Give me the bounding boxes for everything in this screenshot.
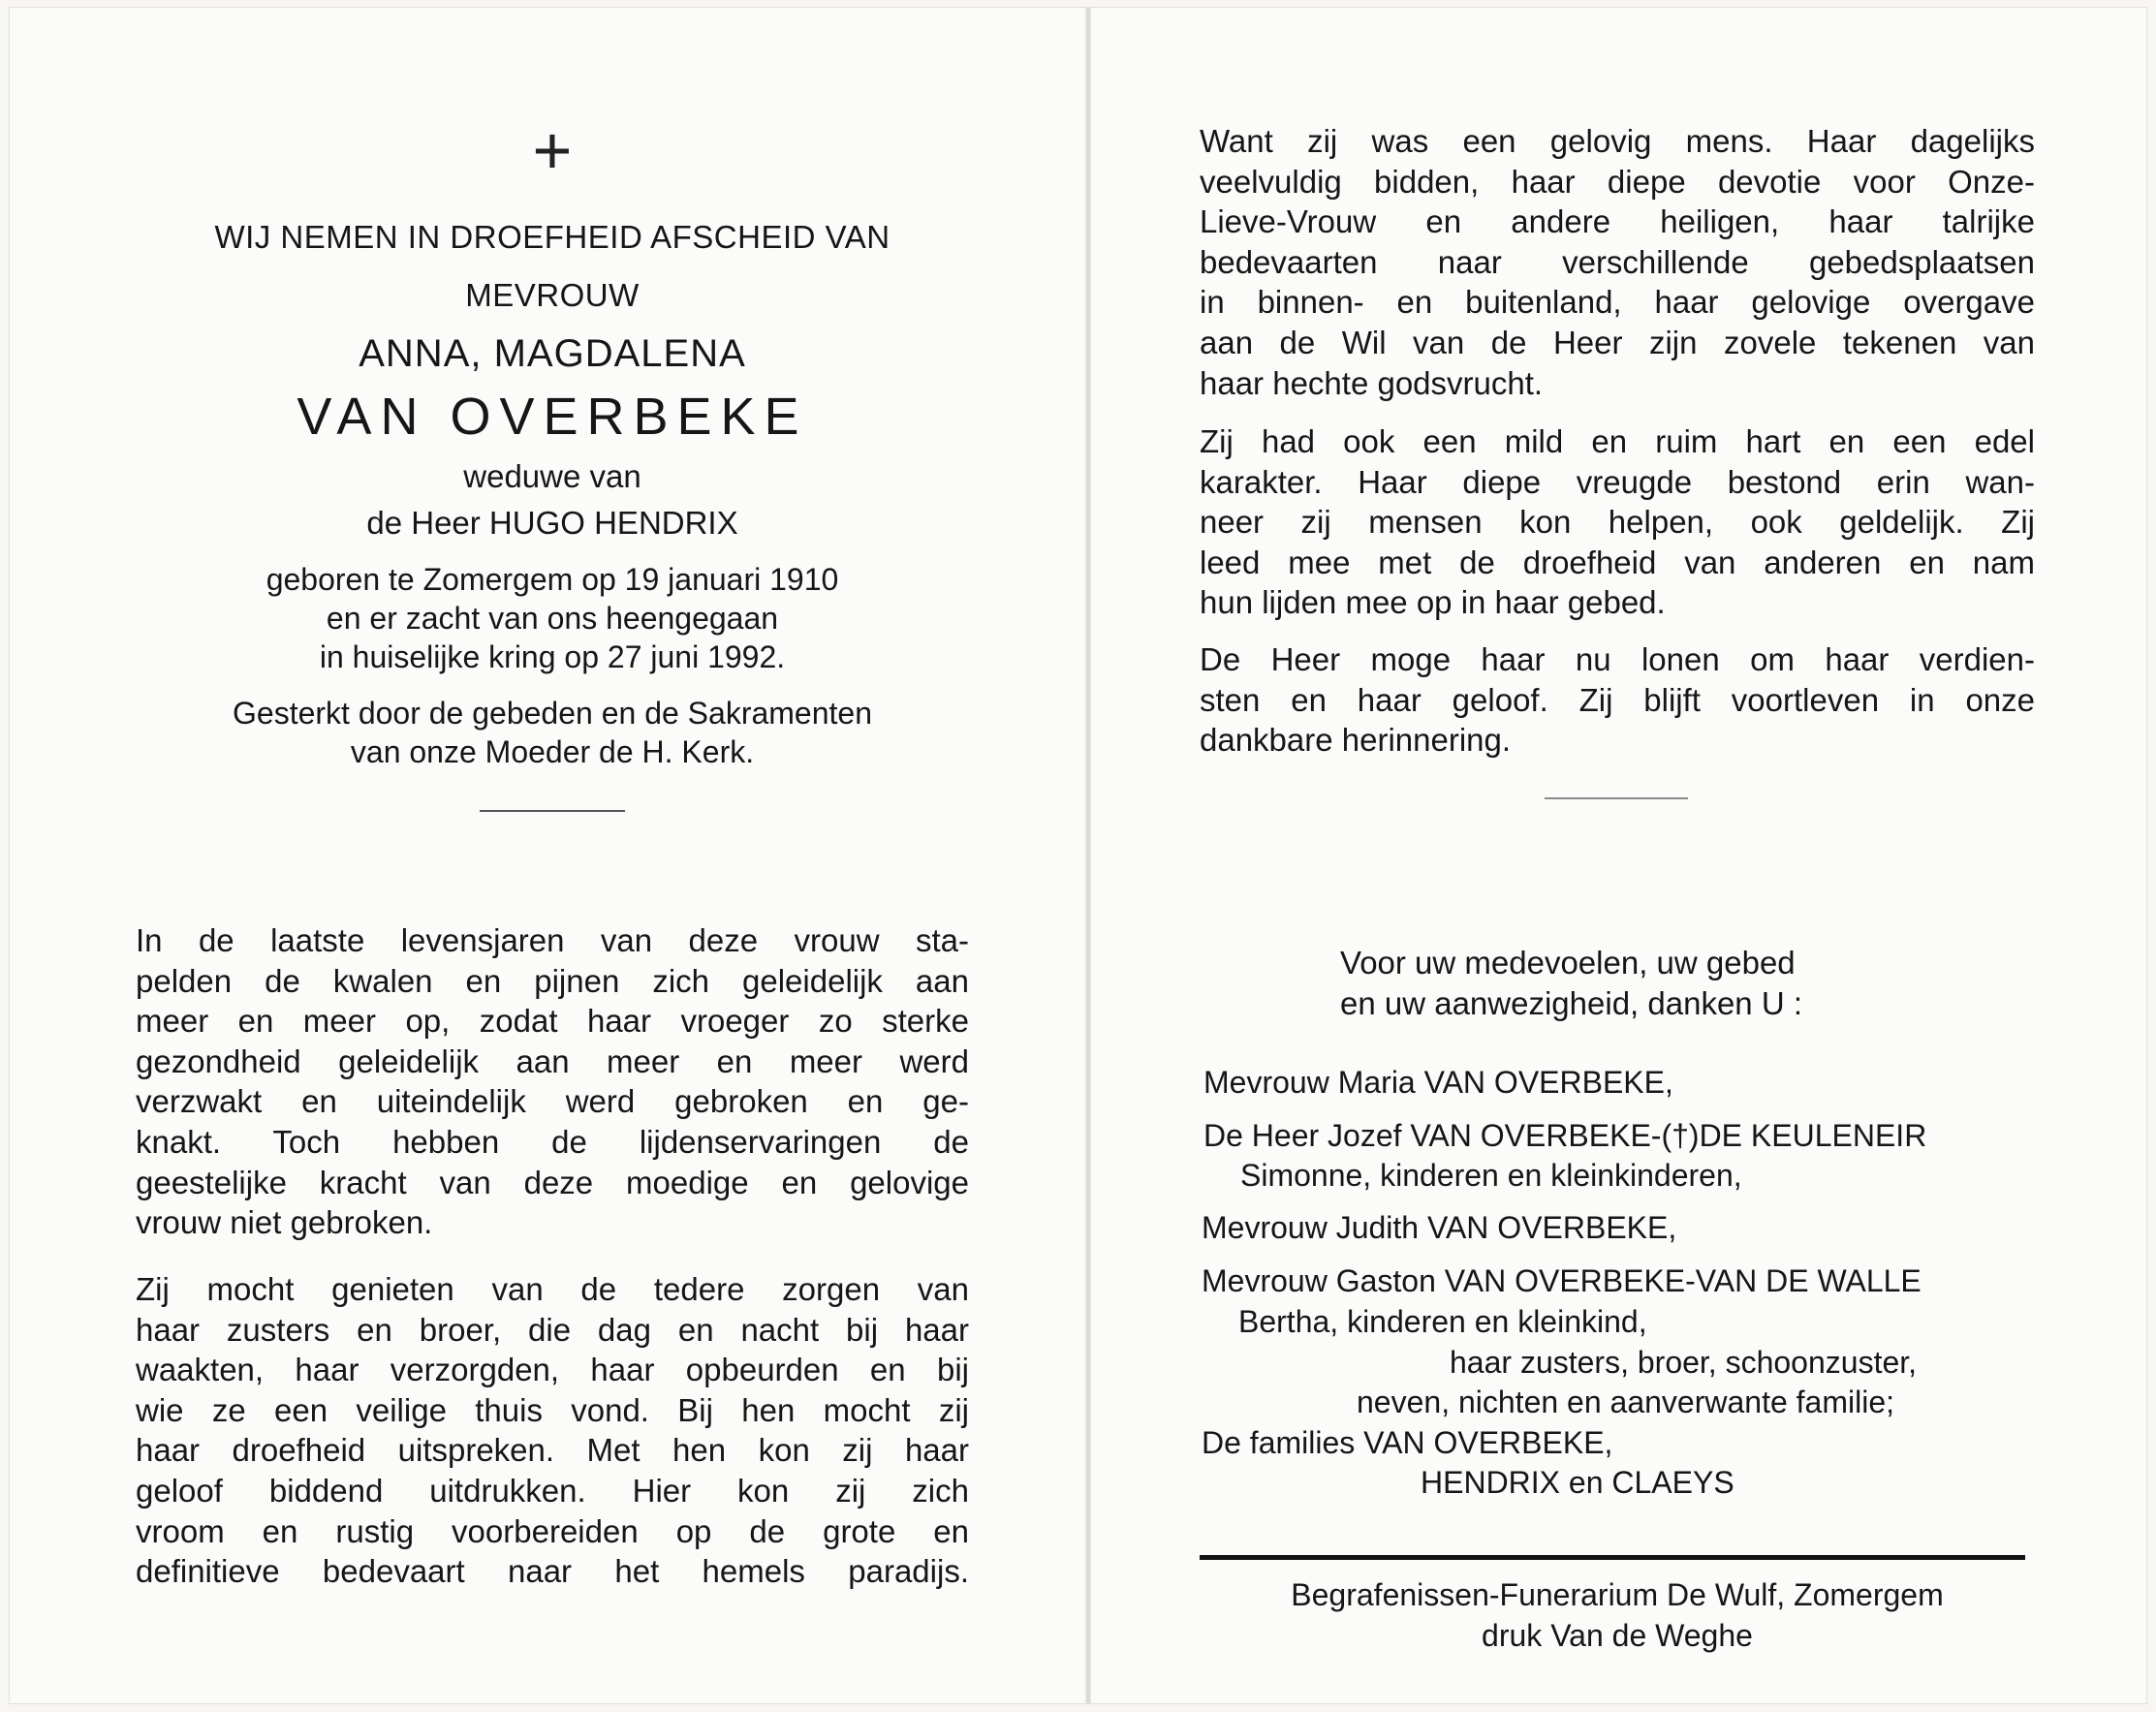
- widow-line: weduwe van: [463, 458, 641, 494]
- left-page: [136, 0, 969, 1712]
- surname: VAN OVERBEKE: [297, 388, 808, 446]
- text-line: vrouw niet gebroken.: [136, 1204, 433, 1241]
- text-line: Want zij was een gelovig mens. Haar dagelijks: [1200, 123, 2035, 159]
- text-line: knakt. Toch hebben de lijdenservaringen de: [136, 1123, 969, 1160]
- signatory-line: Bertha, kinderen en kleinkind,: [1238, 1304, 1647, 1339]
- text-line: pelden de kwalen en pijnen zich geleidelijk aan: [136, 962, 969, 999]
- divider: [1545, 797, 1688, 799]
- text-line: Zij had ook een mild en ruim hart en een edel: [1200, 423, 2035, 459]
- widow-of: [136, 453, 969, 546]
- text-line: neer zij mensen kon helpen, ook geldelijk. Zij: [1200, 504, 2035, 541]
- signatory-line: haar zusters, broer, schoonzuster,: [1450, 1345, 1918, 1380]
- signatory-line: neven, nichten en aanverwante familie;: [1357, 1385, 1895, 1419]
- funeral-home: [1200, 1574, 2035, 1656]
- signatory-line: De Heer Jozef VAN OVERBEKE-(†)DE KEULENEIR: [1203, 1118, 1927, 1153]
- intro: [136, 208, 969, 325]
- signatory-line: De families VAN OVERBEKE,: [1202, 1425, 1613, 1460]
- signatory-line: Mevrouw Judith VAN OVERBEKE,: [1202, 1210, 1677, 1245]
- widow-line: de Heer HUGO HENDRIX: [366, 505, 738, 541]
- text-line: hun lijden mee op in haar gebed.: [1200, 584, 1666, 621]
- paragraph-character: [1200, 421, 2035, 623]
- text-line: bedevaarten naar verschillende gebedsplaatsen: [1200, 243, 2035, 280]
- text-line: meer en meer op, zodat haar vroeger zo sterke: [136, 1003, 969, 1040]
- text-line: definitieve bedevaart naar het hemels paradijs.: [136, 1553, 969, 1590]
- text-line: geestelijke kracht van deze moedige en gelovige: [136, 1164, 969, 1200]
- text-line: in binnen- en buitenland, haar gelovige overgave: [1200, 284, 2035, 321]
- text-line: haar zusters en broer, die dag en nacht bij haar: [136, 1311, 969, 1348]
- birth-line: en er zacht van ons heengegaan: [326, 601, 779, 636]
- text-line: sten en haar geloof. Zij blijft voortleven in onze: [1200, 681, 2035, 718]
- text-line: Lieve-Vrouw en andere heiligen, haar talrijke: [1200, 203, 2035, 240]
- funeral-home-name: Begrafenissen-Funerarium De Wulf, Zomergem: [1291, 1577, 1944, 1612]
- divider: [480, 810, 625, 812]
- intro-line: MEVROUW: [465, 277, 640, 313]
- text-line: wie ze een veilige thuis vond. Bij hen mocht zij: [136, 1391, 969, 1428]
- first-names: ANNA, MAGDALENA: [359, 332, 746, 375]
- footer-rule: [1200, 1555, 2025, 1560]
- text-line: In de laatste levensjaren van deze vrouw sta-: [136, 922, 969, 958]
- text-line: karakter. Haar diepe vreugde bestond erin wan-: [1200, 463, 2035, 500]
- text-line: De Heer moge haar nu lonen om haar verdien-: [1200, 641, 2035, 677]
- birth-line: in huiselijke kring op 27 juni 1992.: [319, 639, 786, 674]
- text-line: haar droefheid uitspreken. Met hen kon zij haar: [136, 1432, 969, 1469]
- signatory-line: Mevrouw Gaston VAN OVERBEKE-VAN DE WALLE: [1202, 1263, 1922, 1298]
- text-line: vroom en rustig voorbereiden op de grote en: [136, 1512, 969, 1549]
- text-line: haar hechte godsvrucht.: [1200, 364, 1544, 401]
- text-line: waakten, haar verzorgden, haar opbeurden en bij: [136, 1352, 969, 1388]
- paragraph-remembrance: [1200, 639, 2035, 761]
- sacraments-line: van onze Moeder de H. Kerk.: [350, 734, 755, 769]
- text-line: Zij mocht genieten van de tedere zorgen van: [136, 1271, 969, 1307]
- right-page: [1200, 0, 2035, 1712]
- paragraph-faith: [1200, 121, 2035, 403]
- signatory-line: HENDRIX en CLAEYS: [1421, 1465, 1734, 1500]
- birth-death: [136, 560, 969, 676]
- text-line: verzwakt en uiteindelijk werd gebroken en ge-: [136, 1083, 969, 1120]
- printer-name: druk Van de Weghe: [1482, 1618, 1753, 1653]
- intro-line: WIJ NEMEN IN DROEFHEID AFSCHEID VAN: [214, 219, 891, 255]
- paragraph-final-years: [136, 920, 969, 1243]
- sacraments-line: Gesterkt door de gebeden en de Sakramenten: [233, 696, 872, 731]
- sacraments: [136, 694, 969, 771]
- text-line: leed mee met de droefheid van anderen en nam: [1200, 544, 2035, 580]
- thanks-line: Voor uw medevoelen, uw gebed: [1340, 945, 1796, 981]
- text-line: veelvuldig bidden, haar diepe devotie voor Onze-: [1200, 163, 2035, 200]
- card-fold: [1085, 8, 1091, 1703]
- signatories: [1200, 1063, 2035, 1518]
- cross-icon: +: [532, 112, 573, 188]
- signatory-line: Simonne, kinderen en kleinkinderen,: [1240, 1158, 1742, 1193]
- text-line: gezondheid geleidelijk aan meer en meer werd: [136, 1043, 969, 1079]
- paragraph-care: [136, 1269, 969, 1592]
- birth-line: geboren te Zomergem op 19 januari 1910: [266, 562, 839, 597]
- text-line: dankbare herinnering.: [1200, 722, 1512, 759]
- text-line: geloof biddend uitdrukken. Hier kon zij zich: [136, 1472, 969, 1509]
- thanks-line: en uw aanwezigheid, danken U :: [1340, 985, 1802, 1021]
- text-line: aan de Wil van de Heer zijn zovele tekenen van: [1200, 324, 2035, 360]
- signatory-line: Mevrouw Maria VAN OVERBEKE,: [1203, 1065, 1673, 1100]
- thanks: [1200, 943, 2035, 1024]
